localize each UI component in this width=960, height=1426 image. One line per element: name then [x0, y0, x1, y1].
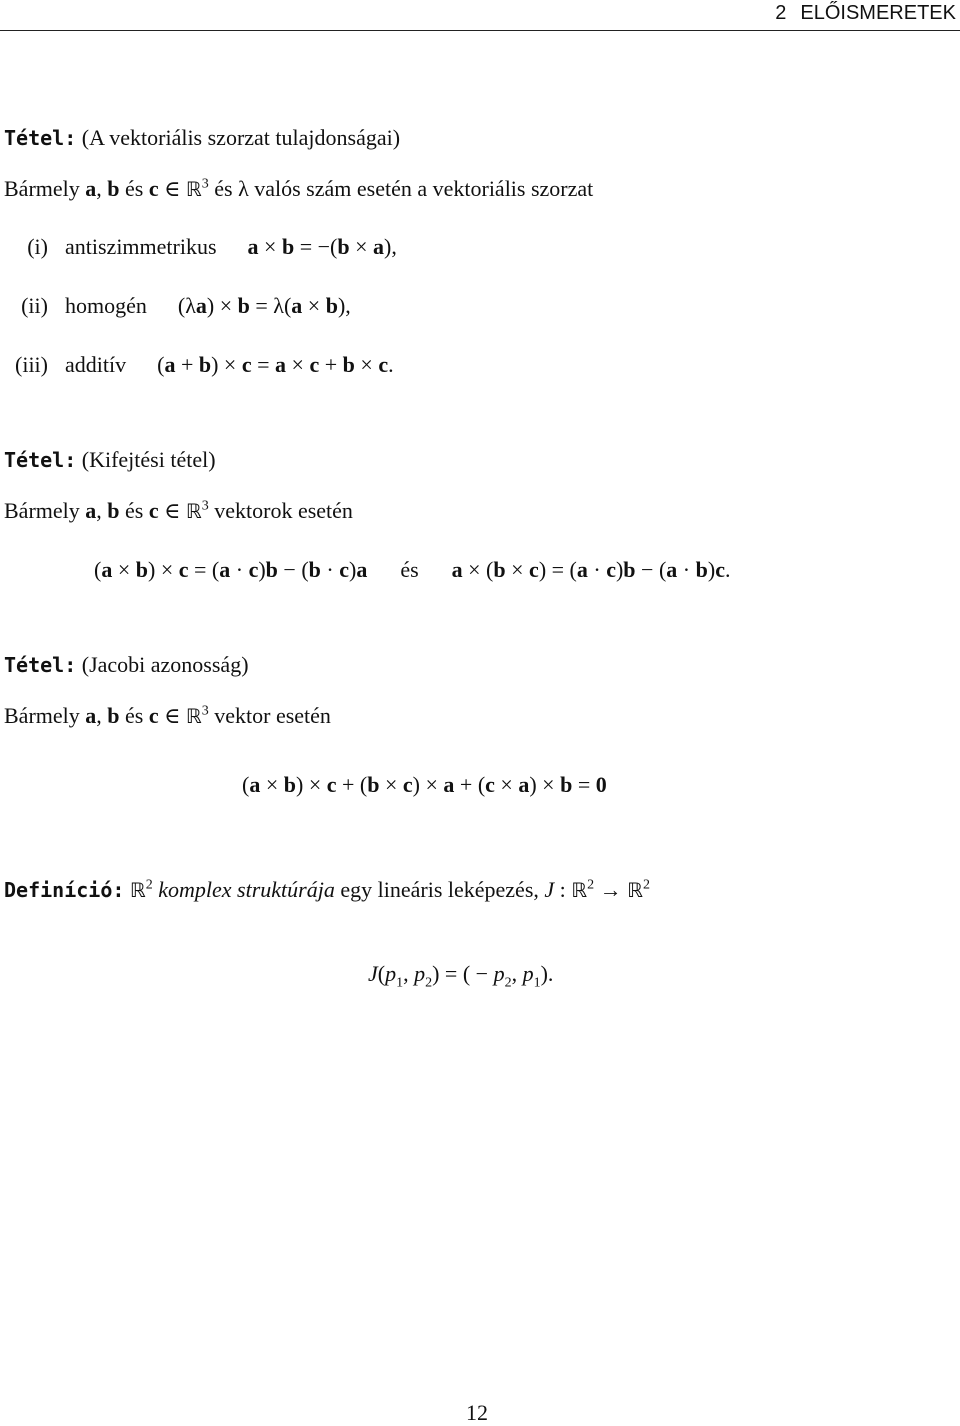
theorem1-heading: [4, 124, 400, 152]
item-number: (i): [27, 234, 48, 259]
list-item: [4, 351, 394, 379]
intro-suffix: vektor esetén: [214, 703, 331, 728]
intro-math: a, b és c ∈ ℝ$^3$: [85, 498, 209, 523]
item-number: (iii): [15, 352, 48, 377]
intro-suffix: és λ valós szám esetén a vektoriális szorzat: [214, 176, 594, 201]
theorem3-heading: [4, 651, 249, 679]
theorem-label: Tétel:: [4, 448, 77, 472]
footer-page-number: 12: [466, 1400, 488, 1425]
theorem-label: Tétel:: [4, 126, 77, 150]
item-number: (ii): [21, 293, 48, 318]
item-formula: (λa) × b = λ(a × b),: [177, 293, 351, 318]
item-name: homogén: [65, 293, 147, 318]
theorem2-intro: [4, 497, 353, 525]
intro-prefix: Bármely: [4, 176, 80, 201]
header-rule: [0, 30, 960, 31]
intro-math: a, b és c ∈ ℝ$^3$: [85, 703, 209, 728]
item-name: antiszimmetrikus: [65, 234, 217, 259]
jacobi-formula: (a × b) × c + (b × c) × a + (c × a) × b = 0: [242, 772, 607, 797]
theorem3-intro: [4, 702, 331, 730]
definition-term: komplex struktúrája: [158, 877, 335, 902]
definition-text: egy lineáris leképezés,: [340, 877, 539, 902]
formula-connector: és: [400, 557, 419, 582]
expansion-right: a × (b × c) = (a · c)b − (a · b)c.: [451, 557, 731, 582]
definition-space: ℝ$^2$: [129, 877, 153, 902]
header-chapter-title: ELŐISMERETEK: [800, 2, 956, 24]
definition-formula: $J(p_1$, $p_2$) = ( − $p_2$, $p_1$).: [368, 961, 554, 991]
running-header: [775, 2, 956, 25]
list-item: [4, 292, 351, 320]
definition-label: Definíció:: [4, 878, 125, 902]
definition-line: [4, 876, 650, 904]
theorem1-intro: [4, 175, 593, 203]
theorem2-heading: [4, 446, 216, 474]
item-name: additív: [65, 352, 127, 377]
theorem2-formula: [94, 556, 730, 584]
intro-prefix: Bármely: [4, 498, 80, 523]
list-item: [4, 233, 397, 261]
intro-prefix: Bármely: [4, 703, 80, 728]
intro-math: a, b és c ∈ ℝ$^3$: [85, 176, 209, 201]
definition-map: J : ℝ$^2$ → ℝ$^2$: [544, 877, 650, 902]
theorem-label: Tétel:: [4, 653, 77, 677]
theorem-title: (Jacobi azonosság): [81, 652, 249, 677]
theorem-title: (Kifejtési tétel): [81, 447, 216, 472]
theorem-title: (A vektoriális szorzat tulajdonságai): [81, 125, 401, 150]
item-formula: a × b = −(b × a),: [247, 234, 397, 259]
item-formula: (a + b) × c = a × c + b × c.: [157, 352, 394, 377]
intro-suffix: vektorok esetén: [214, 498, 353, 523]
expansion-left: (a × b) × c = (a · c)b − (b · c)a: [94, 557, 368, 582]
header-page-number: 2: [775, 2, 787, 24]
